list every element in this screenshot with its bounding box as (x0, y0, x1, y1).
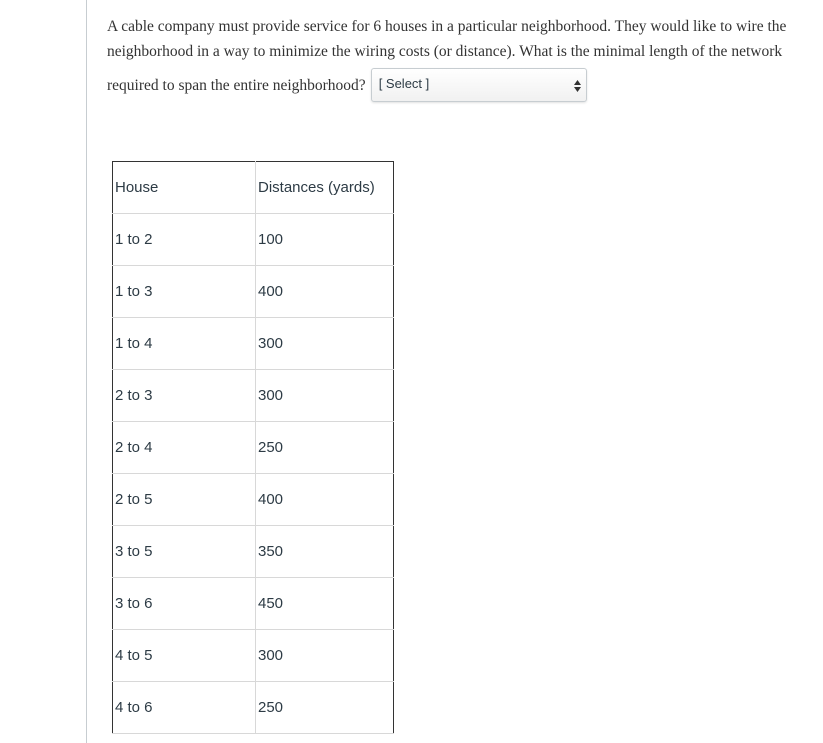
row-house: 1 to 3 (113, 266, 256, 318)
table-row (113, 630, 394, 682)
table-row (113, 474, 394, 526)
row-house: 1 to 4 (113, 318, 256, 370)
row-distance: 300 (256, 370, 394, 422)
table-row (113, 318, 394, 370)
table-row (113, 266, 394, 318)
row-distance: 250 (256, 422, 394, 474)
question-line-3-row (107, 68, 819, 102)
table-row (113, 526, 394, 578)
row-distance: 300 (256, 630, 394, 682)
question-text (107, 14, 819, 102)
table-row (113, 578, 394, 630)
table-row (113, 370, 394, 422)
row-house: 4 to 5 (113, 630, 256, 682)
row-distance: 350 (256, 526, 394, 578)
row-house: 2 to 5 (113, 474, 256, 526)
up-down-arrows-icon (574, 80, 581, 92)
distance-table (112, 161, 394, 734)
header-distance: Distances (yards) (256, 162, 394, 214)
table-header-row (113, 162, 394, 214)
row-distance: 400 (256, 266, 394, 318)
question-line-3: required to span the entire neighborhood? (107, 76, 366, 94)
left-divider (86, 0, 87, 743)
row-distance: 250 (256, 682, 394, 734)
answer-select[interactable] (371, 68, 587, 102)
row-distance: 300 (256, 318, 394, 370)
question-line-1: A cable company must provide service for 6 houses in a particular neighborhood. They would like to wire the (107, 18, 787, 35)
table-row (113, 214, 394, 266)
row-house: 3 to 6 (113, 578, 256, 630)
table-row (113, 422, 394, 474)
row-house: 3 to 5 (113, 526, 256, 578)
answer-select-value: [ Select ] (378, 76, 430, 91)
question-line-2: neighborhood in a way to minimize the wiring costs (or distance). What is the minimal length of the network (107, 43, 783, 60)
row-house: 4 to 6 (113, 682, 256, 734)
row-house: 1 to 2 (113, 214, 256, 266)
row-house: 2 to 3 (113, 370, 256, 422)
row-distance: 400 (256, 474, 394, 526)
row-distance: 450 (256, 578, 394, 630)
row-distance: 100 (256, 214, 394, 266)
header-house: House (113, 162, 256, 214)
table-row (113, 682, 394, 734)
row-house: 2 to 4 (113, 422, 256, 474)
